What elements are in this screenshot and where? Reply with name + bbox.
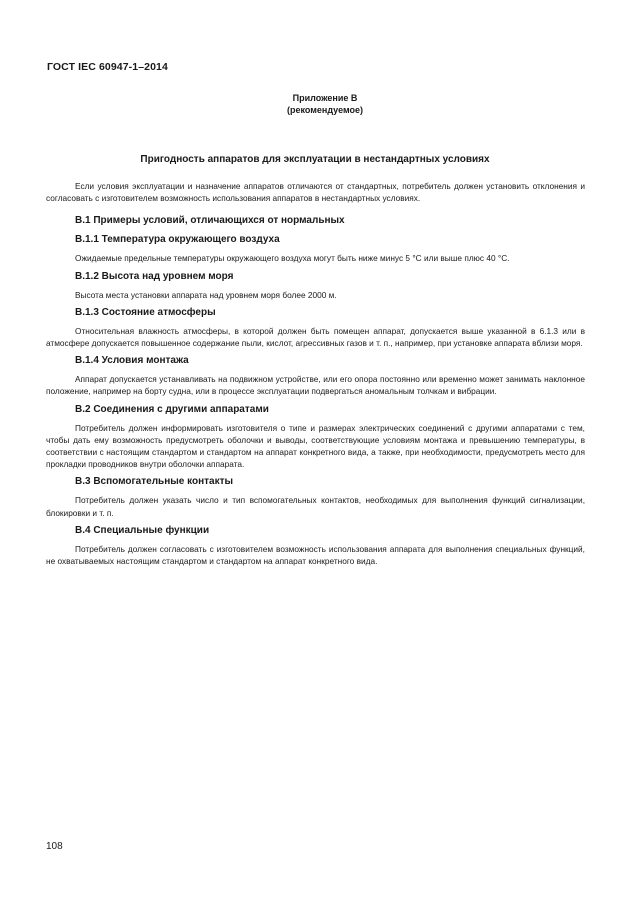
section-b11-heading: В.1.1 Температура окружающего воздуха	[75, 234, 280, 246]
section-b1-heading: В.1 Примеры условий, отличающихся от нормальных	[75, 215, 345, 227]
document-body	[46, 180, 585, 567]
intro-paragraph: Если условия эксплуатации и назначение аппаратов отличаются от стандартных, потребитель должен установить отклонения и согласовать с изготовителем возможность использования аппаратов в нестандартных условиях.	[46, 181, 585, 204]
appendix-type: (рекомендуемое)	[287, 105, 363, 115]
appendix-label: Приложение В	[292, 93, 358, 103]
section-b2-heading: В.2 Соединения с другими аппаратами	[75, 403, 269, 415]
section-b14-heading: В.1.4 Условия монтажа	[75, 355, 189, 367]
section-b4-text: Потребитель должен согласовать с изготовителем возможность использования аппарата для выполнения специальных функций, не охватываемых настоящим стандартом и стандартом на аппарат конкретного вида.	[46, 543, 585, 567]
section-b12-text: Высота места установки аппарата над уровнем моря более 2000 м.	[75, 289, 337, 300]
section-b13-text: Относительная влажность атмосферы, в которой должен быть помещен аппарат, допускается выше указанной в 6.1.3 или в атмосфере допускается повышенное содержание пыли, кислот, агрессивных газов и т. п., например, при установке аппарата вблизи моря.	[46, 325, 585, 349]
section-b4-heading: В.4 Специальные функции	[75, 524, 210, 536]
standard-header: ГОСТ IEC 60947-1–2014	[47, 61, 168, 73]
section-b12-heading: В.1.2 Высота над уровнем моря	[75, 270, 234, 282]
section-b2-text: Потребитель должен информировать изготовителя о типе и размерах электрических соединений с другими аппаратами с тем, чтобы дать ему возможность предусмотреть оболочки и выводы, соответствующие условиям монтажа и превышению температуры, в соответствии с настоящим стандартом и стандартом на аппарат конкретного вида, а также, при необходимости, предусмотреть место для прокладки проводников внутри оболочки аппарата.	[46, 422, 585, 470]
section-b3-text: Потребитель должен указать число и тип вспомогательных контактов, необходимых для выполнения функций сигнализации, блокировки и т. п.	[46, 495, 585, 518]
section-b3-heading: В.3 Вспомогательные контакты	[75, 476, 234, 488]
section-b13-heading: В.1.3 Состояние атмосферы	[75, 306, 216, 318]
section-b14-text: Аппарат допускается устанавливать на подвижном устройстве, или его опора постоянно или временно может занимать наклонное положение, например на борту судна, или в процессе эксплуатации подвергаться аномальным толчкам и вибрации.	[46, 374, 585, 397]
section-b11-text: Ожидаемые предельные температуры окружающего воздуха могут быть ниже минус 5 °С или выше плюс 40 °С.	[75, 253, 510, 264]
appendix-title: Пригодность аппаратов для эксплуатации в нестандартных условиях	[140, 154, 490, 165]
page-number: 108	[46, 841, 63, 852]
